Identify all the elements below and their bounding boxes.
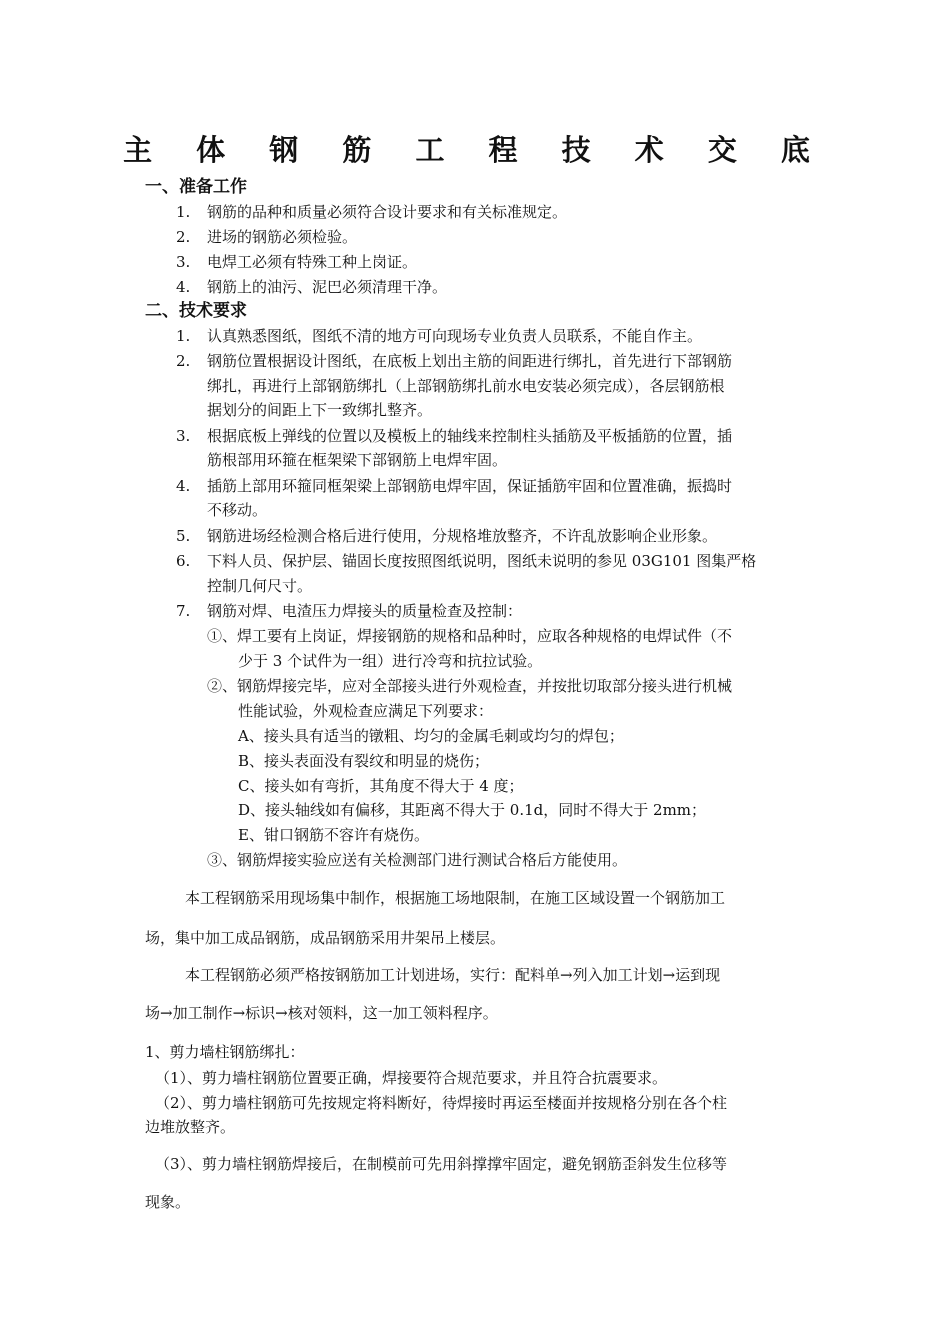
sub-item: ②、钢筋焊接完毕，应对全部接头进行外观检查，并按批切取部分接头进行机械	[207, 677, 733, 695]
list-number: 1.	[176, 327, 191, 345]
list-text: 下料人员、保护层、锚固长度按照图纸说明，图纸未说明的参见 03G101 图集严格	[207, 552, 757, 570]
list-number: 7.	[176, 602, 191, 620]
paragraph-line: 场，集中加工成品钢筋，成品钢筋采用井架吊上楼层。	[145, 929, 506, 947]
list-text: 据划分的间距上下一致绑扎整齐。	[207, 401, 433, 419]
list-text: 插筋上部用环箍同框架梁上部钢筋电焊牢固，保证插筋牢固和位置准确，振捣时	[207, 477, 733, 495]
list-number: 1.	[176, 203, 191, 221]
shear-wall-item: （2）、剪力墙柱钢筋可先按规定将料断好，待焊接时再运至楼面并按规格分别在各个柱	[155, 1094, 728, 1112]
shear-wall-item-continuation: 现象。	[145, 1193, 191, 1211]
list-number: 5.	[176, 527, 191, 545]
list-number: 6.	[176, 552, 191, 570]
list-text: 认真熟悉图纸，图纸不清的地方可向现场专业负责人员联系，不能自作主。	[207, 327, 703, 345]
list-text: 钢筋对焊、电渣压力焊接头的质量检查及控制：	[207, 602, 523, 620]
requirement-item: C、接头如有弯折，其角度不得大于 4 度；	[238, 777, 524, 795]
list-text: 钢筋的品种和质量必须符合设计要求和有关标准规定。	[207, 203, 568, 221]
paragraph-line: 场→加工制作→标识→核对领料，这一加工领料程序。	[145, 1004, 498, 1022]
sub-item-continuation: 性能试验，外观检查应满足下列要求：	[238, 702, 494, 720]
list-number: 3.	[176, 427, 191, 445]
list-text: 绑扎，再进行上部钢筋绑扎（上部钢筋绑扎前水电安装必须完成），各层钢筋根	[207, 377, 725, 395]
list-text: 根据底板上弹线的位置以及模板上的轴线来控制柱头插筋及平板插筋的位置，插	[207, 427, 733, 445]
list-text: 钢筋上的油污、泥巴必须清理干净。	[207, 278, 448, 296]
requirement-item: B、接头表面没有裂纹和明显的烧伤；	[238, 752, 490, 770]
shear-wall-heading: 1、剪力墙柱钢筋绑扎：	[145, 1043, 305, 1061]
list-text: 控制几何尺寸。	[207, 577, 313, 595]
list-text: 进场的钢筋必须检验。	[207, 228, 358, 246]
sub-item: ①、焊工要有上岗证，焊接钢筋的规格和品种时，应取各种规格的电焊试件（不	[207, 627, 733, 645]
list-number: 2.	[176, 352, 191, 370]
list-text: 钢筋位置根据设计图纸，在底板上划出主筋的间距进行绑扎，首先进行下部钢筋	[207, 352, 733, 370]
requirement-item: A、接头具有适当的镦粗、均匀的金属毛刺或均匀的焊包；	[238, 727, 624, 745]
list-text: 筋根部用环箍在框架梁下部钢筋上电焊牢固。	[207, 451, 508, 469]
document-title: 主 体 钢 筋 工 程 技 术 交 底	[123, 133, 827, 167]
sub-item-continuation: 少于 3 个试件为一组）进行冷弯和抗拉试验。	[238, 652, 543, 670]
requirement-item: E、钳口钢筋不容许有烧伤。	[238, 826, 429, 844]
shear-wall-item-continuation: 边堆放整齐。	[145, 1118, 236, 1136]
list-number: 2.	[176, 228, 191, 246]
shear-wall-item: （3）、剪力墙柱钢筋焊接后，在制模前可先用斜撑撑牢固定，避免钢筋歪斜发生位移等	[155, 1155, 728, 1173]
list-text: 电焊工必须有特殊工种上岗证。	[207, 253, 418, 271]
list-text: 不移动。	[207, 501, 268, 519]
section-heading-preparation: 一、准备工作	[145, 177, 247, 197]
requirement-item: D、接头轴线如有偏移，其距离不得大于 0.1d，同时不得大于 2mm；	[238, 801, 707, 819]
sub-item: ③、钢筋焊接实验应送有关检测部门进行测试合格后方能使用。	[207, 851, 628, 869]
list-number: 4.	[176, 278, 191, 296]
list-text: 钢筋进场经检测合格后进行使用，分规格堆放整齐，不许乱放影响企业形象。	[207, 527, 718, 545]
section-heading-technical: 二、技术要求	[145, 301, 247, 321]
paragraph-line: 本工程钢筋必须严格按钢筋加工计划进场，实行：配料单→列入加工计划→运到现	[185, 966, 721, 984]
paragraph-line: 本工程钢筋采用现场集中制作，根据施工场地限制，在施工区域设置一个钢筋加工	[185, 889, 726, 907]
list-number: 4.	[176, 477, 191, 495]
shear-wall-item: （1）、剪力墙柱钢筋位置要正确，焊接要符合规范要求，并且符合抗震要求。	[155, 1069, 668, 1087]
list-number: 3.	[176, 253, 191, 271]
